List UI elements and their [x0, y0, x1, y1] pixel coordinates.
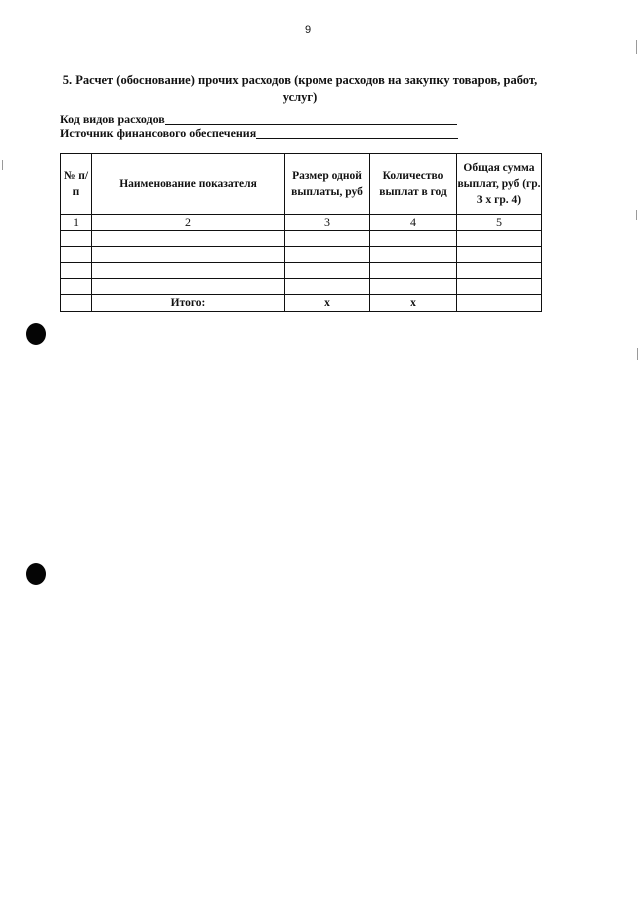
table-row	[61, 231, 542, 247]
column-number-cell: 2	[92, 215, 285, 231]
table-cell	[61, 263, 92, 279]
table-cell	[92, 247, 285, 263]
total-payments-per-year-mark: х	[370, 295, 457, 312]
table-cell	[92, 231, 285, 247]
table-cell	[370, 231, 457, 247]
table-row	[61, 279, 542, 295]
total-payment-size-mark: х	[285, 295, 370, 312]
funding-source-label: Источник финансового обеспечения	[60, 126, 257, 140]
header-total-amount: Общая сумма выплат, руб (гр. 3 х гр. 4)	[457, 154, 542, 215]
table-cell	[457, 231, 542, 247]
column-number-cell: 1	[61, 215, 92, 231]
column-number-cell: 4	[370, 215, 457, 231]
scan-edge-mark	[637, 348, 638, 360]
expenses-calculation-table	[60, 153, 542, 312]
expense-code-label: Код видов расходов	[60, 112, 165, 126]
header-payment-size: Размер одной выплаты, руб	[285, 154, 370, 215]
header-indicator-name: Наименование показателя	[92, 154, 285, 215]
header-row-number: № п/п	[61, 154, 92, 215]
table-cell	[92, 263, 285, 279]
table-cell	[370, 263, 457, 279]
column-number-cell: 5	[457, 215, 542, 231]
table-cell	[285, 231, 370, 247]
total-empty-cell	[61, 295, 92, 312]
table-cell	[61, 247, 92, 263]
expense-code-underline	[165, 112, 457, 125]
column-number-row	[61, 215, 542, 231]
table-cell	[370, 247, 457, 263]
expense-code-field	[60, 112, 457, 126]
funding-source-underline	[256, 126, 458, 139]
table-cell	[457, 247, 542, 263]
table-cell	[285, 279, 370, 295]
table-cell	[61, 231, 92, 247]
table-cell	[457, 263, 542, 279]
scan-edge-mark	[636, 40, 637, 54]
binder-hole-top	[26, 323, 46, 345]
page-number: 9	[304, 24, 312, 36]
table-cell	[370, 279, 457, 295]
scan-edge-mark	[636, 210, 637, 220]
table-row	[61, 263, 542, 279]
total-label: Итого:	[92, 295, 285, 312]
table-cell	[92, 279, 285, 295]
table-cell	[61, 279, 92, 295]
binder-hole-bottom	[26, 563, 46, 585]
scan-edge-mark	[2, 160, 3, 170]
total-amount-cell	[457, 295, 542, 312]
table-cell	[457, 279, 542, 295]
table-cell	[285, 247, 370, 263]
table-cell	[285, 263, 370, 279]
header-payments-per-year: Количество выплат в год	[370, 154, 457, 215]
column-number-cell: 3	[285, 215, 370, 231]
total-row	[61, 295, 542, 312]
funding-source-field	[60, 126, 458, 140]
table-header-row	[61, 154, 542, 215]
section-title: 5. Расчет (обоснование) прочих расходов (кроме расходов на закупку товаров, работ, услуг)	[62, 73, 538, 104]
table-row	[61, 247, 542, 263]
